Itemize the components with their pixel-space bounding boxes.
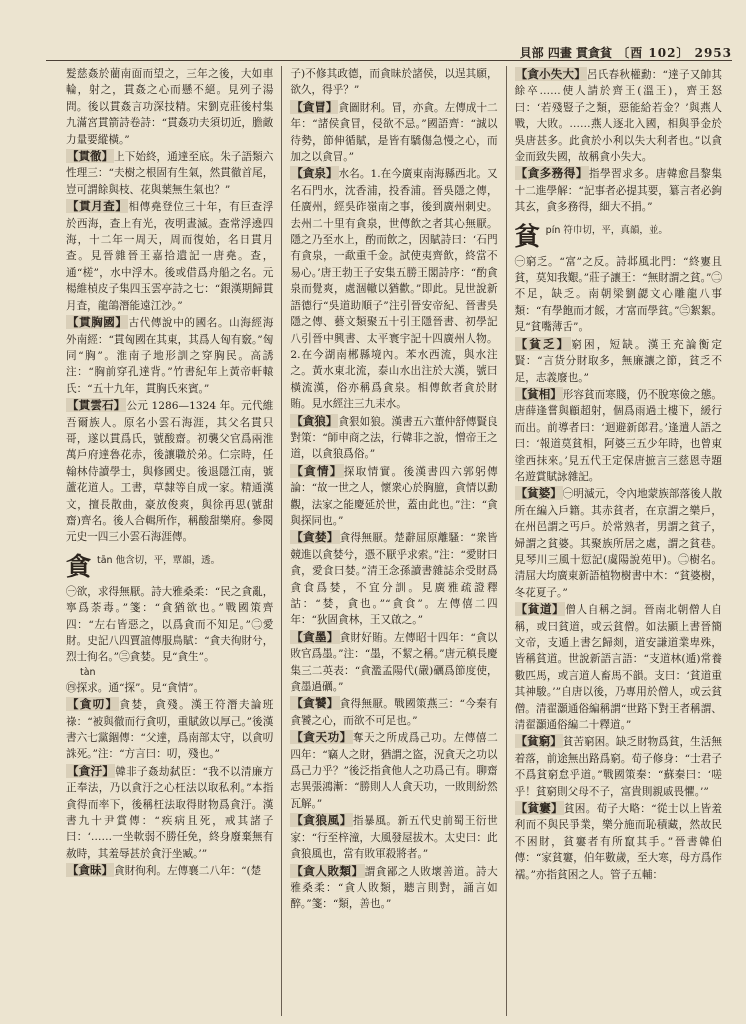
dictionary-entry bbox=[66, 66, 273, 148]
entry-text: 貪得無厭。楚辭屈原離騷：“衆皆競進以貪婪兮，憑不厭乎求索。”注：“愛財曰貪，愛食曰婪。”清王念孫讀書雜誌余受財爲貪食爲婪，不宜分訓。見廣雅疏證釋詁：“婪，貪也。”“貪食”。左傳僖二四年：“狄固貪林，王又啟之。” bbox=[290, 532, 498, 627]
entry-headword: 【貪婪】 bbox=[291, 530, 339, 545]
entry-headword: 【貫胸國】 bbox=[67, 315, 128, 330]
entry-headword: 【貪狼風】 bbox=[291, 813, 352, 828]
dictionary-entry bbox=[290, 695, 497, 729]
entry-text: 髮慈姦於藺南面而望之，三年之後，大如車輪，射之，貫姦之心而懸不絕。見列子湯問。後以貫姦言功深技精。宋劉克莊後村集九滿宮貫箭詩卷詩：“貫姦功夫須切近，膽敵力量要縱橫。” bbox=[66, 68, 274, 146]
dictionary-entry bbox=[66, 397, 273, 546]
entry-text: 貪圖財利。冒，亦貪。左傳成十二年：“諸侯貪冒，侵欲不忌。”國語齊：“誠以待勢，節伸循賦，是皆有驕傷急慢之心，而加之以貪冒。” bbox=[290, 101, 498, 164]
entry-text: ㊀窮乏。“富”之反。詩邶風北門：“終寠且貧，莫知我艱。”莊子讓王：“無財謂之貧。”㊁不足，缺乏。南朝梁劉勰文心雕龍八事類：“有學飽而才餒，才富而學貧。”㊂絮絮。見“貧嘴薄舌”。 bbox=[514, 255, 722, 334]
pronunciation: tān 他含切，平，覃韻，透。 bbox=[97, 554, 221, 566]
entry-headword: 【貧婆】 bbox=[515, 486, 562, 501]
entry-text: 貪婪，貪殘。漢王符潛夫論班祿：“被與徹而行貪叨，重賦敛以厚己。”後漢書六七黨錮傳：“父達，爲南部太守，以貪叨誅死。”注：“方言曰：叨，殘也。” bbox=[66, 699, 274, 761]
dictionary-entry bbox=[515, 165, 722, 215]
entry-text: 貪財好賄。左傳昭十四年：“貪以敗官爲墨。”注：“墨，不絜之稱。”唐元稹長慶集三二英表：“貪濫孟陽代(嚴)礪爲節度使，貪墨過礪。” bbox=[290, 631, 498, 694]
dictionary-entry bbox=[290, 863, 497, 913]
entry-headword: 【貧窶】 bbox=[515, 801, 563, 816]
entry-text: 僧人自稱之詞。晉南北朝僧人自稱，或曰貧道，或云貧僧。如法顯上書晉簡文帝，支遁上書乞歸剡，道安謙道業卑殊，皆稱貧道。世說新語言語：“支道林(遁)常養數匹馬，或言道人畜馬不韻。支曰：‘貧道重其神駿。’”自唐以後，乃專用於僧人，或云貧僧。清翟灝通俗編稱謂“世路下對王者稱謂、清翟灝通俗編二十釋道。” bbox=[514, 604, 722, 732]
dictionary-entry bbox=[290, 629, 497, 696]
entry-headword: 【貪饕】 bbox=[291, 696, 339, 711]
entry-headword: 【貧乏】 bbox=[515, 336, 571, 351]
dictionary-entry bbox=[290, 99, 497, 166]
entry-headword: 【貪叨】 bbox=[67, 697, 119, 712]
dictionary-entry bbox=[515, 386, 722, 485]
entry-headword: 【貪人敗類】 bbox=[291, 863, 364, 878]
dictionary-entry bbox=[66, 314, 273, 397]
entry-text: ㊀欲，求得無厭。詩大雅桑柔：“民之貪亂，寧爲荼毒。”箋：“貪猶欲也。”戰國策齊四：“左右皆惡之，以爲貪而不知足。”㊁愛財。史記八四賈誼傳服鳥賦：“貪夫徇財兮，烈士徇名。”㊂貪婪。見“貪生”。 bbox=[66, 585, 274, 664]
entry-text: 貪得無厭。戰國策燕三：“今秦有貪饕之心，而欲不可足也。” bbox=[290, 698, 498, 727]
entry-headword: 【貪情】 bbox=[291, 463, 343, 478]
dictionary-entry bbox=[66, 584, 273, 666]
head-character-glyph: 貪 bbox=[66, 551, 92, 581]
dictionary-entry bbox=[66, 763, 273, 862]
dictionary-entry bbox=[66, 862, 273, 879]
entry-headword: 【貧窮】 bbox=[515, 734, 562, 749]
dictionary-entry bbox=[515, 485, 722, 601]
entry-text: 貪財徇利。左傳襄二八年：“(楚 bbox=[114, 865, 262, 878]
entry-headword: 【貪多務得】 bbox=[515, 166, 588, 181]
entry-text: 奪天之所成爲己功。左傳僖二四年：“竊人之財，猶謂之盜，況貪天之功以爲己力乎？”後泛指貪他人之功爲己有。聊齋志異張鴻漸：“勝則人人貪天功，一敗則紛然瓦解。” bbox=[290, 732, 498, 810]
entry-text: ㊃探求。通“探”。見“貪情”。 bbox=[66, 681, 205, 694]
entry-headword: 【貧道】 bbox=[515, 602, 565, 617]
dictionary-entry bbox=[290, 812, 497, 862]
dictionary-entry bbox=[290, 529, 497, 628]
page-number: 〔酉 102〕 2953 bbox=[617, 46, 732, 60]
entry-headword: 【貪汙】 bbox=[67, 763, 115, 778]
dictionary-entry bbox=[290, 66, 497, 99]
entry-text: 子)不修其政德，而貪昧於諸侯，以逞其願，欲久，得乎？” bbox=[290, 68, 498, 97]
entry-text: 公元 1286—1324 年。元代維吾爾族人。原名小雲石海涯，其父名貫只哥，遂以貫爲氏，號酸齋。初襲父官爲兩淮萬戶府達魯花赤，後讓職於弟。仁宗時，任翰林侍讀學士，與修國史。後退隱江南，號蘆花道人。工書，草隸等自成一家。精通漢文，擅長散曲，豪放俊爽，與徐再思(號甜齋)齊名。後人合輯所作，稱酸甜樂府。參閱元史一四三小雲石海涯傳。 bbox=[66, 400, 274, 544]
header-rule bbox=[46, 60, 732, 61]
dictionary-entry bbox=[515, 800, 722, 883]
dictionary-entry bbox=[515, 733, 722, 800]
entry-headword: 【貪昧】 bbox=[67, 863, 113, 878]
entry-text: 古代傳說中的國名。山海經海外南經：“貫匈國在其東，其爲人匈有竅。”匈同“胸”。淮南子地形訓之穿胸民。高誘注：“胸前穿孔達背。”竹書紀年上黃帝軒轅氏：“五十九年，貫胸氏來賓。” bbox=[66, 317, 274, 395]
dictionary-entry bbox=[515, 254, 722, 336]
entry-text: 貪狠如狼。漢書五六董仲舒傳賢良對策：“師申商之法，行韓非之說，憎帝王之道，以貪狼爲俗。” bbox=[290, 415, 498, 461]
dictionary-entry bbox=[66, 696, 273, 763]
entry-text: 指學習求多。唐韓愈昌黎集十二進學解：“記事者必提其要，纂言者必鉤其玄，貪多務得，細大不捐。” bbox=[514, 168, 722, 214]
dictionary-entry bbox=[290, 729, 497, 812]
column-3 bbox=[506, 66, 730, 1016]
page-header bbox=[46, 36, 732, 62]
entry-text: 謂貪鄙之人敗壞善道。詩大雅桑柔：“貪人敗類，聽言則對，誦言如醉。”箋：“類，善也。” bbox=[290, 865, 498, 911]
dictionary-entry bbox=[66, 148, 273, 198]
entry-text: 指暴風。新五代史前蜀王衍世家：“行至梓潼，大風發屋拔木。太史曰：此貪狼風也，當有敗軍殺將者。” bbox=[290, 815, 498, 861]
entry-headword: 【貪冒】 bbox=[291, 99, 338, 114]
entry-text: 貧困。荀子大略：“從士以上皆羞利而不與民爭業，樂分施而恥積藏，然故民不困財，貧窶者有所竄其手。”晉書韓伯傳：“家貧窶，伯年數歲，至大寒，母方爲作襦。”亦指貧困之人。管子五輔： bbox=[514, 803, 722, 881]
head-character bbox=[514, 221, 722, 251]
dictionary-entry bbox=[66, 680, 273, 696]
dictionary-entry bbox=[66, 198, 273, 314]
entry-text: 相傳堯登位三十年，有巨查浮於西海，查上有光，夜明晝滅。查常浮遶四海，十二年一周天，周而復始，名日貫月查。見晉雜晉王嘉拾遺記一唐堯。查，通“槎”，水中浮木。後或借爲舟船之名。元楊維楨皮子集四玉雲亭詩之七：“銀漢期歸貫月査，龍鴿潛能遠江沙。” bbox=[66, 201, 274, 312]
entry-text: 韓非子姦劫弑臣：“我不以清廉方正奉法，乃以貪汙之心枉法以取私利。”本指貪得而率下，後稱枉法取得財物爲貪汙。漢書九十尹賞傳：“疾病且死，戒其諸子曰：‘……一坐軟弱不勝任免，終身廢棄無有赦時，其羞辱甚於貪汙坐臧。’” bbox=[66, 765, 274, 860]
entry-headword: 【貪天功】 bbox=[291, 730, 352, 745]
entry-headword: 【貪小失大】 bbox=[515, 67, 586, 81]
dictionary-entry bbox=[515, 336, 722, 386]
entry-headword: 【貫月査】 bbox=[67, 199, 128, 214]
entry-text: 呂氏春秋權勳：“達子又帥其餘卒……使人請於齊王(溫王)，齊王怒曰：‘若殘豎子之類，惡能給若金？’與燕人戰，大敗。……燕人逐北入國，相與爭金於吳唐甚多。此貪於小利以失大利者也。”以貪金而致失國，故稱貪小失大。 bbox=[514, 69, 722, 164]
entry-text: 水名。1.在今廣東南海縣西北。又名石門水，沈香浦，投香浦。晉吳隱之傳，任廣州，經吳砟嶺南之事，後到廣州刺史。去州二十里有貪泉，世傳飲之者其心無厭。隱之乃至水上，酌而飲之，因賦詩曰：‘石門有貪泉，一歃重千金。試使夷齊飲，終當不易心。’唐王勃王子安集五勝王閣詩序：“酌貪泉而覺爽，處涸轍以猶歡。”即此。見世說新語德行“吳道助順子”注引晉安帝紀、晉書吳隱之傳、藝文類聚五十引王隱晉書、初學記八引晉中興書、太平寰宇記十四廣州人物。2.在今湖南郴縣境內。苯水西流，與水注之。黃水東北流，泰山水出注於大漢，號曰橫流漢，俗亦稱爲貪泉。相傳飲者貪於財賄。見水經注三九耒水。 bbox=[290, 168, 498, 411]
entry-text: 窮困，短缺。漢王充論衡定賢：“言货分財取多，無廉讓之節，貧乏不足，志義廢也。” bbox=[514, 338, 722, 384]
entry-text: ㊀明滅元，令內地蒙族部落後人散所在編入戶籍。其赤貧者，在京謂之樂戶，在州邑謂之丐戶。於常熟者，男謂之貧子，婦謂之貧婆。其聚族所居之處，謂之貧巷。見琴川三風十愆記(虞陽說苑甲)。㊁樹名。清屈大均廣東新語植物樹書中木：“貧婆樹，冬花夏子。” bbox=[514, 488, 722, 599]
entry-text: 上下始終，通達至底。朱子語類六性理三：“夫樹之根固有生氣，然貫徹首尾，豈可謂餘與枝、花與葉無生氣也？” bbox=[66, 151, 274, 196]
columns bbox=[58, 66, 730, 1016]
head-character bbox=[66, 551, 273, 581]
entry-text: 形容貧而寒賤，仍不脫寒儉之態。唐薛逢嘗與顧超射，個爲雨過土樓下，緩行而出。前導者曰：‘迴避新郎君。’逢遣人語之曰：‘報道莫貧相，阿婆三五少年時，也曾東塗西抹來。’見五代王定保唐摭言三慈恩寺題名遊賞賦詠雜記。 bbox=[514, 388, 722, 483]
entry-headword: 【貪墨】 bbox=[291, 629, 339, 644]
head-character-glyph: 貧 bbox=[514, 221, 540, 251]
dictionary-entry bbox=[290, 413, 497, 463]
column-2 bbox=[281, 66, 505, 1016]
entry-text: 探取情實。後漢書四六郭躬傳論：“故一世之人，懷衆心於胸臆，貪情以勳觀，法家之能慶延於世，蓋由此也。”注：“貪與探同也。” bbox=[290, 465, 498, 527]
entry-text: 貧苦窮困。缺乏財物爲貧，生活無着落，前途無出路爲窮。荀子修身：“士君子不爲貧窮怠乎道。”戰國策秦：“蘇秦曰：‘嗟乎！貧窮則父母不子，富貴則親戚畏懼。’” bbox=[514, 736, 722, 798]
entry-headword: 【貫徹】 bbox=[67, 149, 114, 164]
column-1 bbox=[58, 66, 281, 1016]
entry-headword: 【貫雲石】 bbox=[67, 398, 126, 413]
alternate-reading: tàn bbox=[80, 666, 96, 678]
dictionary-entry bbox=[515, 601, 722, 733]
section-title: 貝部 四畫 貫貪貧 bbox=[519, 46, 612, 60]
entry-headword: 【貪泉】 bbox=[291, 166, 338, 181]
entry-headword: 【貧相】 bbox=[515, 386, 562, 401]
dictionary-entry bbox=[290, 463, 497, 530]
entry-headword: 【貪狼】 bbox=[291, 413, 338, 428]
pronunciation: pín 符巾切，平，真韻，並。 bbox=[545, 224, 668, 236]
dictionary-entry bbox=[515, 66, 722, 165]
dictionary-entry bbox=[290, 165, 497, 412]
